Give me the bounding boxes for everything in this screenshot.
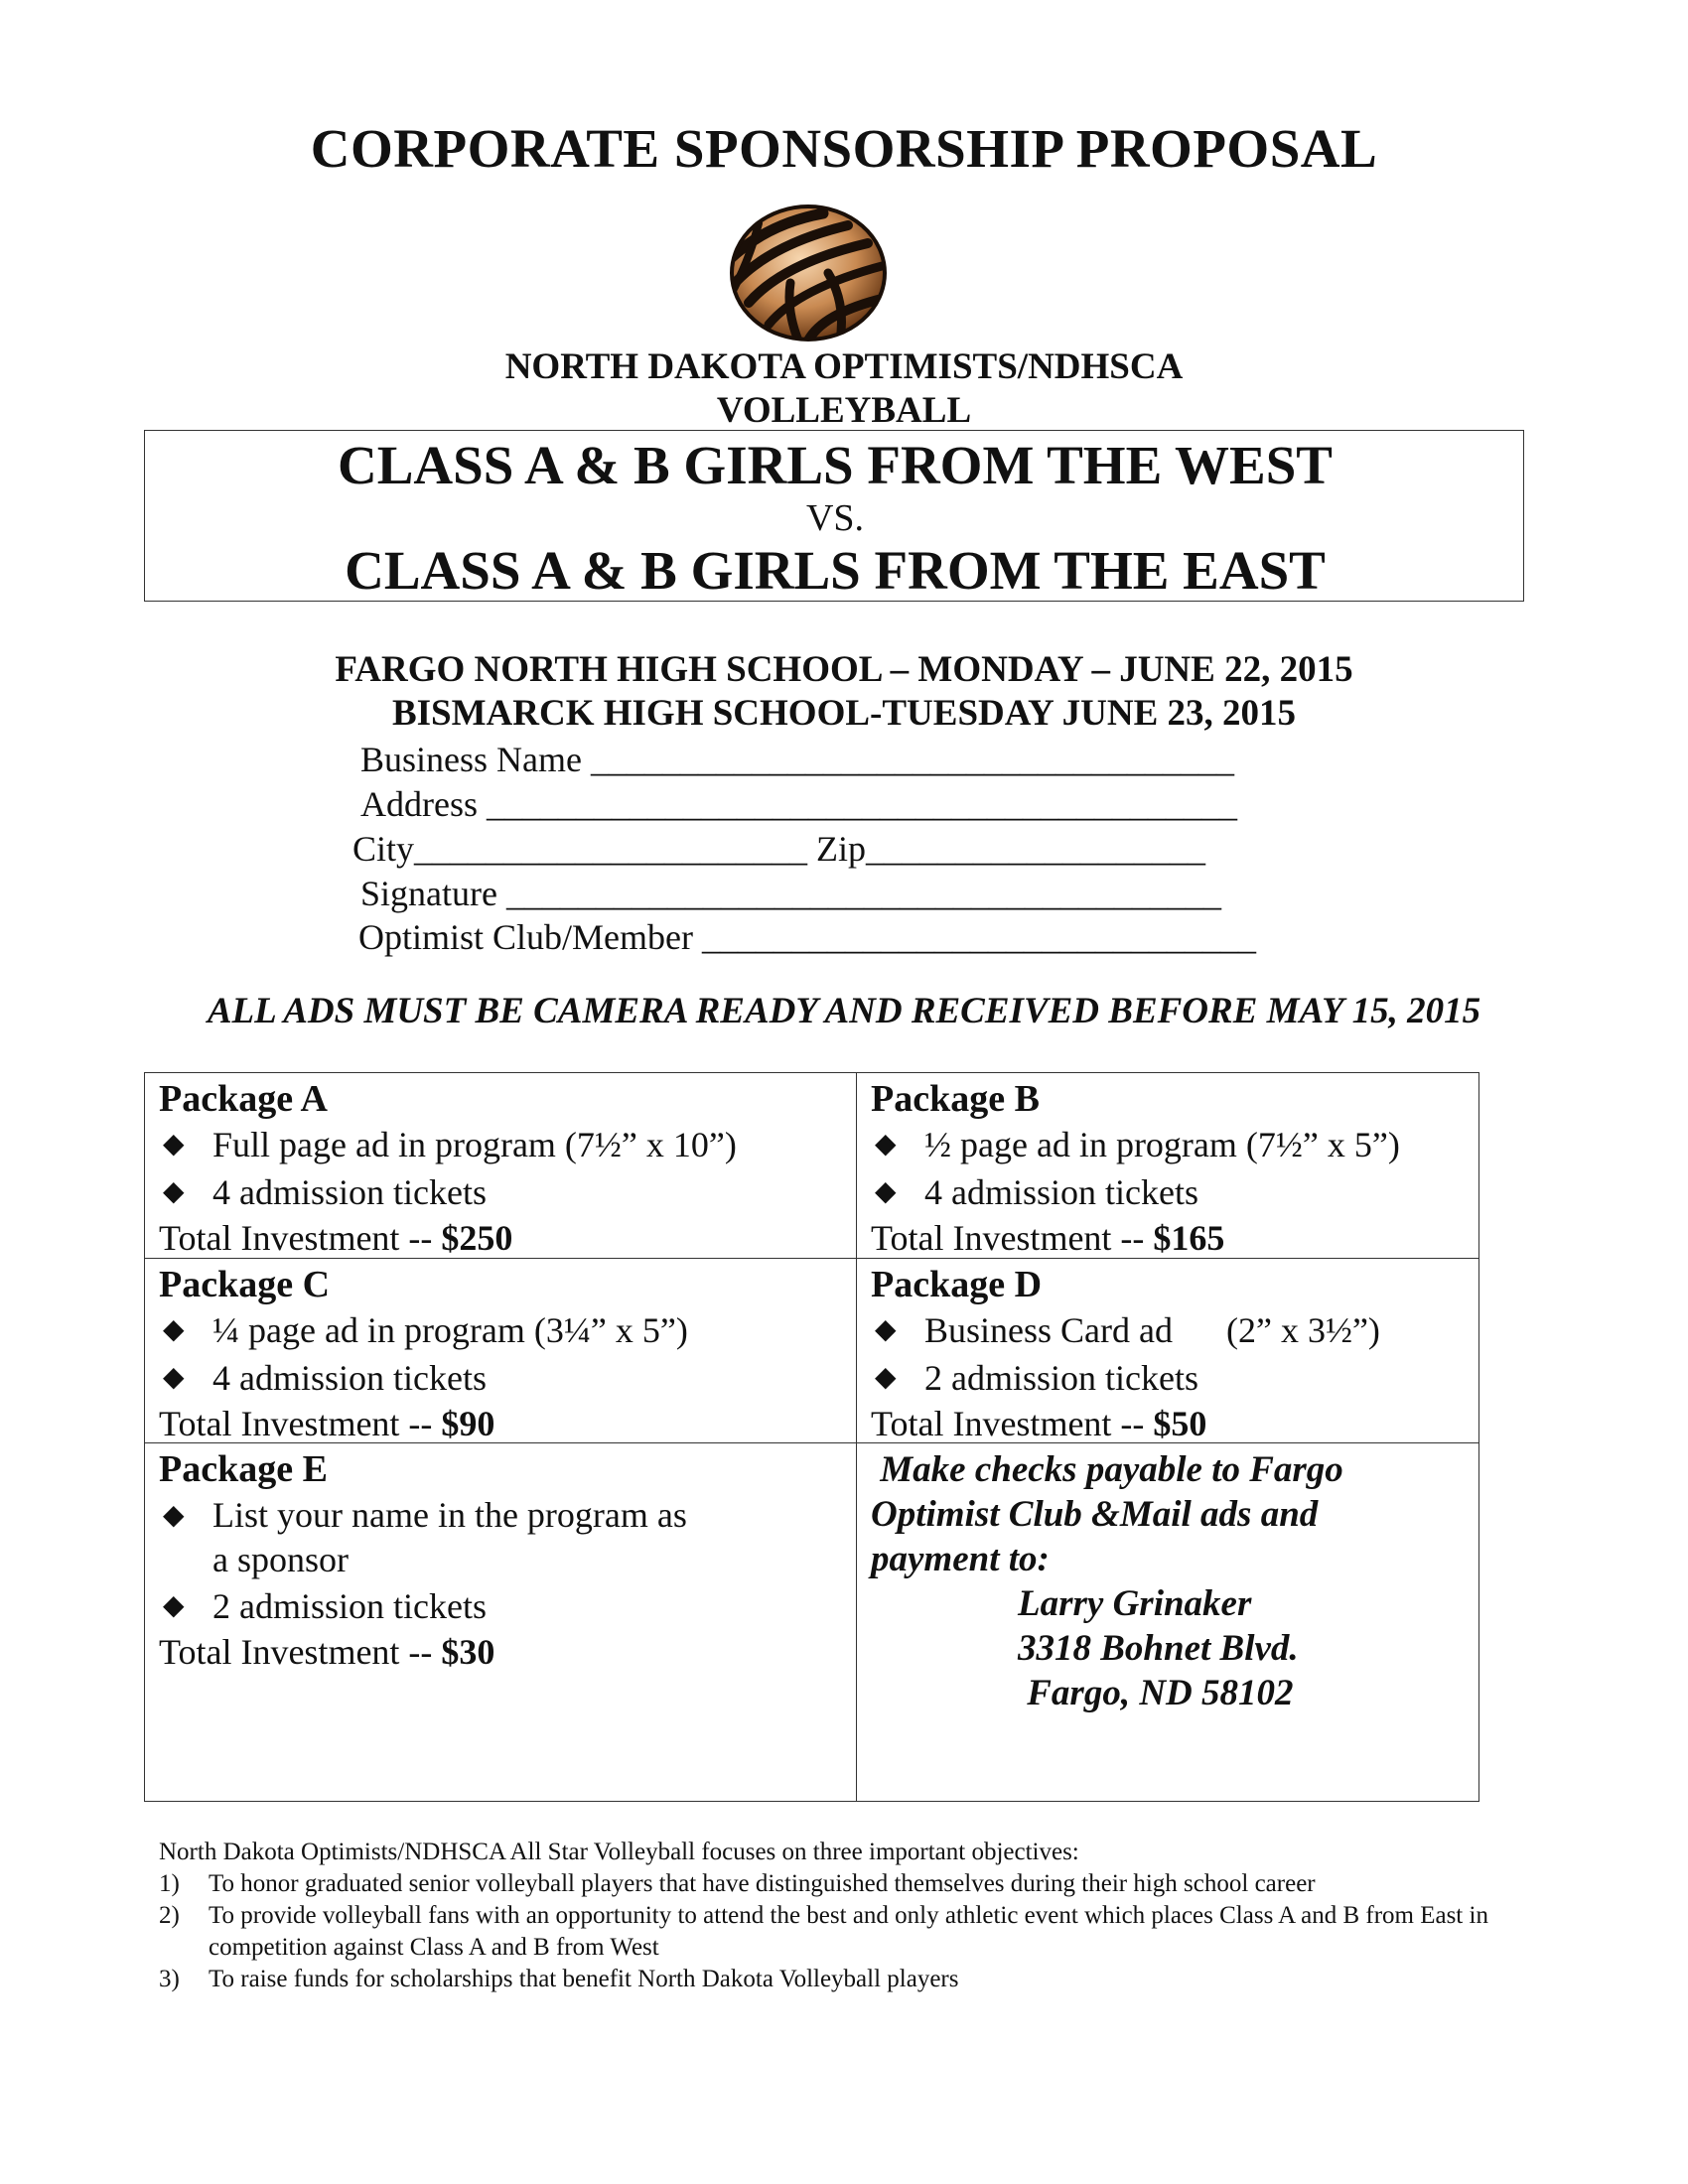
package-b <box>856 1073 1478 1258</box>
package-a-item-1: ◆ Full page ad in program (7½” x 10”) <box>159 1121 856 1168</box>
matchup-vs: VS. <box>805 497 865 539</box>
venue-fargo: FARGO NORTH HIGH SCHOOL – MONDAY – JUNE 22, 2015 <box>335 649 1353 690</box>
package-e-item-2: ◆ 2 admission tickets <box>159 1582 856 1630</box>
package-e-name: Package E <box>159 1448 328 1490</box>
package-e-item-1: ◆ List your name in the program as a sponsor <box>159 1493 856 1582</box>
diamond-bullet-icon: ◆ <box>875 1362 897 1393</box>
diamond-bullet-icon: ◆ <box>875 1314 897 1345</box>
matchup-box <box>144 430 1524 602</box>
packages-table <box>144 1072 1479 1802</box>
club-member-field[interactable]: Optimist Club/Member _______________________________ <box>358 917 1256 957</box>
organization-name <box>0 345 1688 433</box>
package-b-total: Total Investment -- $165 <box>871 1218 1225 1258</box>
diamond-bullet-icon: ◆ <box>163 1590 185 1621</box>
package-d-item-1: ◆ Business Card ad (2” x 3½”) <box>871 1306 1478 1354</box>
diamond-bullet-icon: ◆ <box>163 1314 185 1345</box>
package-c-item-2: ◆ 4 admission tickets <box>159 1354 856 1402</box>
package-b-name: Package B <box>871 1078 1040 1120</box>
org-line-1: NORTH DAKOTA OPTIMISTS/NDHSCA <box>504 346 1184 387</box>
matchup-team-east: CLASS A & B GIRLS FROM THE EAST <box>345 540 1326 601</box>
package-a <box>145 1073 856 1258</box>
package-e <box>145 1442 856 1801</box>
diamond-bullet-icon: ◆ <box>875 1176 897 1207</box>
address-field[interactable]: Address __________________________________________ <box>360 784 1237 824</box>
matchup-team-west: CLASS A & B GIRLS FROM THE WEST <box>337 435 1333 495</box>
package-d-total: Total Investment -- $50 <box>871 1404 1207 1443</box>
package-c-total: Total Investment -- $90 <box>159 1404 495 1443</box>
volleyball-icon <box>729 204 888 342</box>
business-name-field[interactable]: Business Name ____________________________________ <box>360 740 1234 779</box>
payment-line-1: Make checks payable to Fargo <box>871 1449 1343 1490</box>
package-a-item-2: ◆ 4 admission tickets <box>159 1168 856 1216</box>
package-b-item-2: ◆ 4 admission tickets <box>871 1168 1478 1216</box>
package-a-name: Package A <box>159 1078 328 1120</box>
signature-field[interactable]: Signature ________________________________________ <box>360 874 1221 913</box>
diamond-bullet-icon: ◆ <box>163 1176 185 1207</box>
diamond-bullet-icon: ◆ <box>163 1129 185 1160</box>
payment-line-2: Optimist Club &Mail ads and <box>871 1494 1319 1535</box>
package-d-item-2: ◆ 2 admission tickets <box>871 1354 1478 1402</box>
objective-item: 1) To honor graduated senior volleyball players that have distinguished themselves during their high school career <box>159 1870 1316 1897</box>
objectives-intro: North Dakota Optimists/NDHSCA All Star Volleyball focuses on three important objectives: <box>159 1839 1079 1865</box>
objective-item: 3) To raise funds for scholarships that benefit North Dakota Volleyball players <box>159 1966 959 1992</box>
venue-bismarck: BISMARCK HIGH SCHOOL-TUESDAY JUNE 23, 2015 <box>391 693 1297 734</box>
city-zip-field[interactable]: City______________________ Zip___________________ <box>352 829 1206 869</box>
objective-item: 2) To provide volleyball fans with an opportunity to attend the best and only athletic event which places Class A and B from East in competition against Class A and B from West <box>159 1902 1488 1961</box>
payment-instructions <box>856 1442 1478 1801</box>
package-e-total: Total Investment -- $30 <box>159 1632 495 1672</box>
diamond-bullet-icon: ◆ <box>163 1362 185 1393</box>
objectives-footer <box>159 1837 1549 1995</box>
package-d-name: Package D <box>871 1264 1043 1305</box>
package-c-name: Package C <box>159 1264 331 1305</box>
payment-street: 3318 Bohnet Blvd. <box>1018 1628 1299 1669</box>
org-line-2: VOLLEYBALL <box>716 390 972 431</box>
package-c-item-1: ◆ ¼ page ad in program (3¼” x 5”) <box>159 1306 856 1354</box>
ad-deadline-notice: ALL ADS MUST BE CAMERA READY AND RECEIVED BEFORE MAY 15, 2015 <box>207 991 1481 1031</box>
page-title: CORPORATE SPONSORSHIP PROPOSAL <box>310 118 1378 179</box>
diamond-bullet-icon: ◆ <box>163 1500 185 1531</box>
diamond-bullet-icon: ◆ <box>875 1129 897 1160</box>
package-a-total: Total Investment -- $250 <box>159 1218 513 1258</box>
payment-line-3: payment to: <box>871 1539 1050 1579</box>
payment-contact-name: Larry Grinaker <box>1018 1583 1252 1624</box>
package-b-item-1: ◆ ½ page ad in program (7½” x 5”) <box>871 1121 1478 1168</box>
payment-city: Fargo, ND 58102 <box>1018 1673 1294 1713</box>
package-c <box>145 1258 856 1442</box>
package-d <box>856 1258 1478 1442</box>
